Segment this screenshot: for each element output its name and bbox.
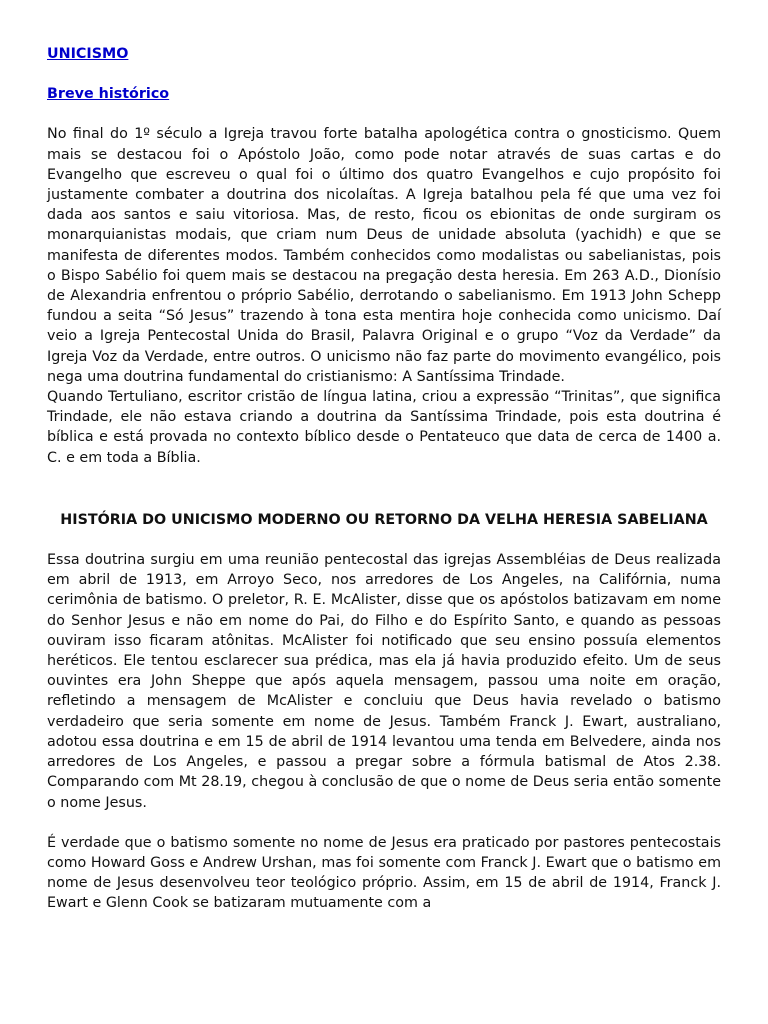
section-spacer — [47, 468, 721, 510]
subtitle-link-row — [47, 84, 721, 104]
intro-paragraph-1: No final do 1º século a Igreja travou forte batalha apologética contra o gnosticismo. Quem mais se destacou foi o Apóstolo João, como pode notar através de suas cartas e do Evangelho que escreveu o qual foi o último dos quatro Evangelhos e cujo propósito foi justamente combater a doutrina dos nicolaítas. A Igreja batalhou pela fé que uma vez foi dada aos santos e saiu vitoriosa. Mas, de resto, ficou os ebionitas de onde surgiram os monarquianistas modais, que criam num Deus de unidade absoluta (yachidh) e que se manifesta de diferentes modos. Também conhecidos como modalistas ou sabelianistas, pois o Bispo Sabélio foi quem mais se destacou na pregação desta heresia. Em 263 A.D., Dionísio de Alexandria enfrentou o próprio Sabélio, derrotando o sabelianismo. Em 1913 John Schepp fundou a seita “Só Jesus” trazendo à tona esta mentira hoje conhecida como unicismo. Daí veio a Igreja Pentecostal Unida do Brasil, Palavra Original e o grupo “Voz da Verdade” da Igreja Voz da Verdade, entre outros. O unicismo não faz parte do movimento evangélico, pois nega uma doutrina fundamental do cristianismo: A Santíssima Trindade. — [47, 126, 721, 385]
section-paragraph-1: Essa doutrina surgiu em uma reunião pentecostal das igrejas Assembléias de Deus realizada em abril de 1913, em Arroyo Seco, nos arredores de Los Angeles, na Califórnia, numa cerimônia de batismo. O preletor, R. E. McAlister, disse que os apóstolos batizavam em nome do Senhor Jesus e não em nome do Pai, do Filho e do Espírito Santo, e quando as pessoas ouviram isso ficaram atônitas. McAlister foi notificado que seu ensino possuía elementos heréticos. Ele tentou esclarecer sua prédica, mas ela já havia produzido efeito. Um de seus ouvintes era John Sheppe que após aquela mensagem, passou uma noite em oração, refletindo a mensagem de McAlister e concluiu que Deus havia revelado o batismo verdadeiro que seria somente em nome de Jesus. Também Franck J. Ewart, australiano, adotou essa doutrina e em 15 de abril de 1914 levantou uma tenda em Belvedere, ainda nos arredores de Los Angeles, e passou a pregar sobre a fórmula batismal de Atos 2.38. Comparando com Mt 28.19, chegou à conclusão de que o nome de Deus seria então somente o nome Jesus. — [47, 552, 721, 811]
subtitle-link[interactable]: Breve histórico — [47, 86, 170, 103]
title-link-row — [47, 44, 721, 64]
title-link[interactable]: UNICISMO — [47, 46, 129, 62]
intro-paragraph-2: Quando Tertuliano, escritor cristão de língua latina, criou a expressão “Trinitas”, que significa Trindade, ele não estava criando a doutrina da Santíssima Trindade, pois esta doutrina é bíblica e está provada no contexto bíblico desde o Pentateuco que data de cerca de 1400 a. C. e em toda a Bíblia. — [47, 389, 721, 466]
paragraph-spacer — [47, 813, 721, 833]
section-title: HISTÓRIA DO UNICISMO MODERNO OU RETORNO DA VELHA HERESIA SABELIANA — [60, 511, 708, 528]
section-paragraph-2: É verdade que o batismo somente no nome de Jesus era praticado por pastores pentecostais como Howard Goss e Andrew Urshan, mas foi somente com Franck J. Ewart que o batismo em nome de Jesus desenvolveu teor teológico próprio. Assim, em 15 de abril de 1914, Franck J. Ewart e Glenn Cook se batizaram mutuamente com a — [47, 834, 721, 912]
document-page — [47, 44, 721, 914]
